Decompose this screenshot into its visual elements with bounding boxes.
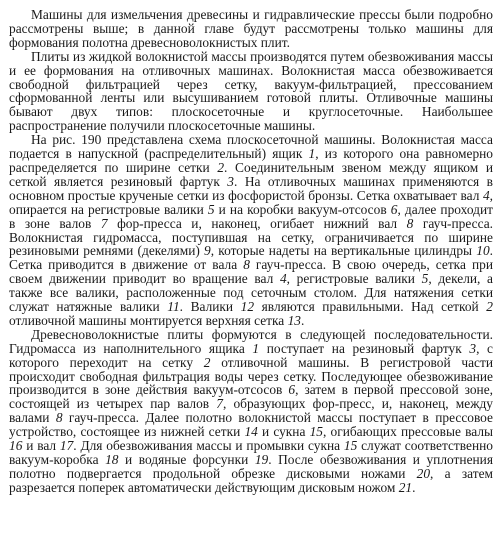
figure-ref-number: 7 <box>100 215 108 231</box>
figure-ref-number: 3 <box>227 173 234 189</box>
text-run: и сукна <box>257 424 310 440</box>
text-run: , огибающих прессовые валы <box>322 424 494 440</box>
figure-ref-number: 13 <box>287 312 301 328</box>
text-run: . На отливочных машинах применяются в основном простые крученые сетки из фосфористой бронзы. Сетка охватывает вал <box>9 173 494 203</box>
figure-ref-number: 1 <box>308 146 316 162</box>
figure-ref-number: 4 <box>482 187 490 203</box>
text-run: фор-пресса и, наконец, огибает нижний вал <box>107 215 407 231</box>
figure-ref-number: 4 <box>279 271 287 287</box>
figure-ref-number: 11 <box>167 299 180 315</box>
text-run: . <box>300 312 305 328</box>
figure-ref-number: 5 <box>421 271 429 287</box>
figure-ref-number: 21 <box>398 479 413 495</box>
figure-ref-number: 7 <box>216 396 223 412</box>
figure-ref-number: 15 <box>343 438 358 454</box>
figure-ref-number: 6 <box>390 201 398 217</box>
figure-ref-number: 2 <box>217 159 225 175</box>
figure-ref-number: 12 <box>240 299 255 315</box>
text-run: . После обезвоживания и уплотнения полотно подвергается продольной обрезке дисковыми ножами <box>9 452 494 481</box>
body-paragraph <box>9 50 493 133</box>
text-run: Древесноволокнистые плиты формуются в следующей последовательности. Гидромасса из наполнительного ящика <box>9 326 493 356</box>
text-run: отливочной машины монтируется верхняя сетка <box>9 312 288 328</box>
figure-ref-number: 19 <box>254 452 269 467</box>
text-run: отливочной машины. В регистровой части происходит свободная фильтрация воды через сетку. Последующее обезвоживание производится в зоне действия вакуум-отсосов <box>9 354 493 398</box>
text-run: . <box>412 479 416 495</box>
text-run: , из которого она равномерно распределяется по ширине сетки <box>9 146 493 175</box>
text-run: , затем в первой прессовой зоне, состоящей из четырех пар валов <box>9 382 493 412</box>
text-run: На рис. 190 представлена схема плоскосеточной машины. Волокнистая масса подается в напускной (распределительный) ящик <box>9 132 493 162</box>
text-run: Плиты из жидкой волокнистой массы производятся путем обезвоживания массы и ее формования на отливочных машинах. Волокнистая масса обезвоживается свободной фильтрацией через сетку, вакуум-фильтрацией, прессованием сформованной ленты или высушиванием готовой плиты. Отливочные машины бывают двух типов: плоскосеточные и круглосеточные. Наибольшее распространение получили плоскосеточные машины. <box>9 48 493 134</box>
figure-ref-number: 6 <box>288 382 296 398</box>
text-run: . Валики <box>179 299 241 315</box>
body-paragraph <box>9 133 493 328</box>
text-run: и водяные форсунки <box>118 452 255 467</box>
figure-ref-number: 3 <box>469 340 477 356</box>
figure-ref-number: 8 <box>406 215 414 231</box>
text-run: и на коробки вакуум-отсосов <box>214 201 391 217</box>
body-paragraph <box>9 8 493 50</box>
text-run: и вал <box>22 438 60 454</box>
figure-ref-number: 1 <box>252 340 260 356</box>
figure-ref-number: 15 <box>309 424 323 440</box>
text-run: , опирается на регистровые валики <box>9 187 493 217</box>
text-run: , образующих фор-пресс, и, наконец, между валами <box>9 396 493 426</box>
figure-ref-number: 14 <box>244 424 258 440</box>
text-run: гауч-пресса. В свою очередь, сетка при своем движении приводит во вращение вал <box>9 257 494 287</box>
text-run: , а затем разрезается поперек автоматически действующим дисковым ножом <box>9 465 493 495</box>
figure-ref-number: 8 <box>243 257 250 273</box>
text-run: . Для обезвоживания массы и промывки сукна <box>73 438 344 454</box>
text-run: Машины для измельчения древесины и гидравлические прессы были подробно рассмотрены выше; в данной главе будут рассмотрены только машины для формования полотна древесноволокнистых плит. <box>9 7 493 50</box>
figure-ref-number: 17 <box>59 438 74 454</box>
figure-ref-number: 2 <box>203 354 211 370</box>
text-run: гауч-пресса. Далее полотно волокнистой массы поступает в прессовое устройство, состоящее из нижней сетки <box>9 410 493 440</box>
figure-ref-number: 5 <box>207 201 215 217</box>
text-run: поступает на резиновый фартук <box>259 340 470 356</box>
figure-ref-number: 16 <box>9 438 23 454</box>
text-run: гауч-пресса. Волокнистая гидромасса, поступившая на сетку, ограничивается по ширине резиновыми ремнями (декелями) <box>9 215 493 259</box>
figure-ref-number: 20 <box>416 465 431 481</box>
text-run: являются правильными. Над сеткой <box>254 299 487 315</box>
text-run: , декели, а также все валики, расположенные под сеточным столом. Для натяжения сетки служат натяжные валики <box>9 271 493 315</box>
text-run: , регистровые валики <box>286 271 422 287</box>
text-run: . Сетка приводится в движение от вала <box>9 243 493 273</box>
text-run: , с которого переходит на сетку <box>9 340 493 370</box>
figure-ref-number: 18 <box>105 452 119 467</box>
figure-ref-number: 9 <box>204 243 211 259</box>
figure-ref-number: 2 <box>486 299 493 315</box>
text-run: служат соответственно вакуум-коробка <box>9 438 494 467</box>
figure-ref-number: 10 <box>476 243 490 259</box>
body-paragraph <box>9 328 493 495</box>
text-run: . Соединительным звеном между ящиком и сеткой является резиновый фартук <box>9 159 493 189</box>
figure-ref-number: 8 <box>55 410 63 426</box>
text-run: , далее проходит в зоне валов <box>9 201 493 231</box>
text-run: , которые надеты на вертикальные цилиндры <box>210 243 477 259</box>
